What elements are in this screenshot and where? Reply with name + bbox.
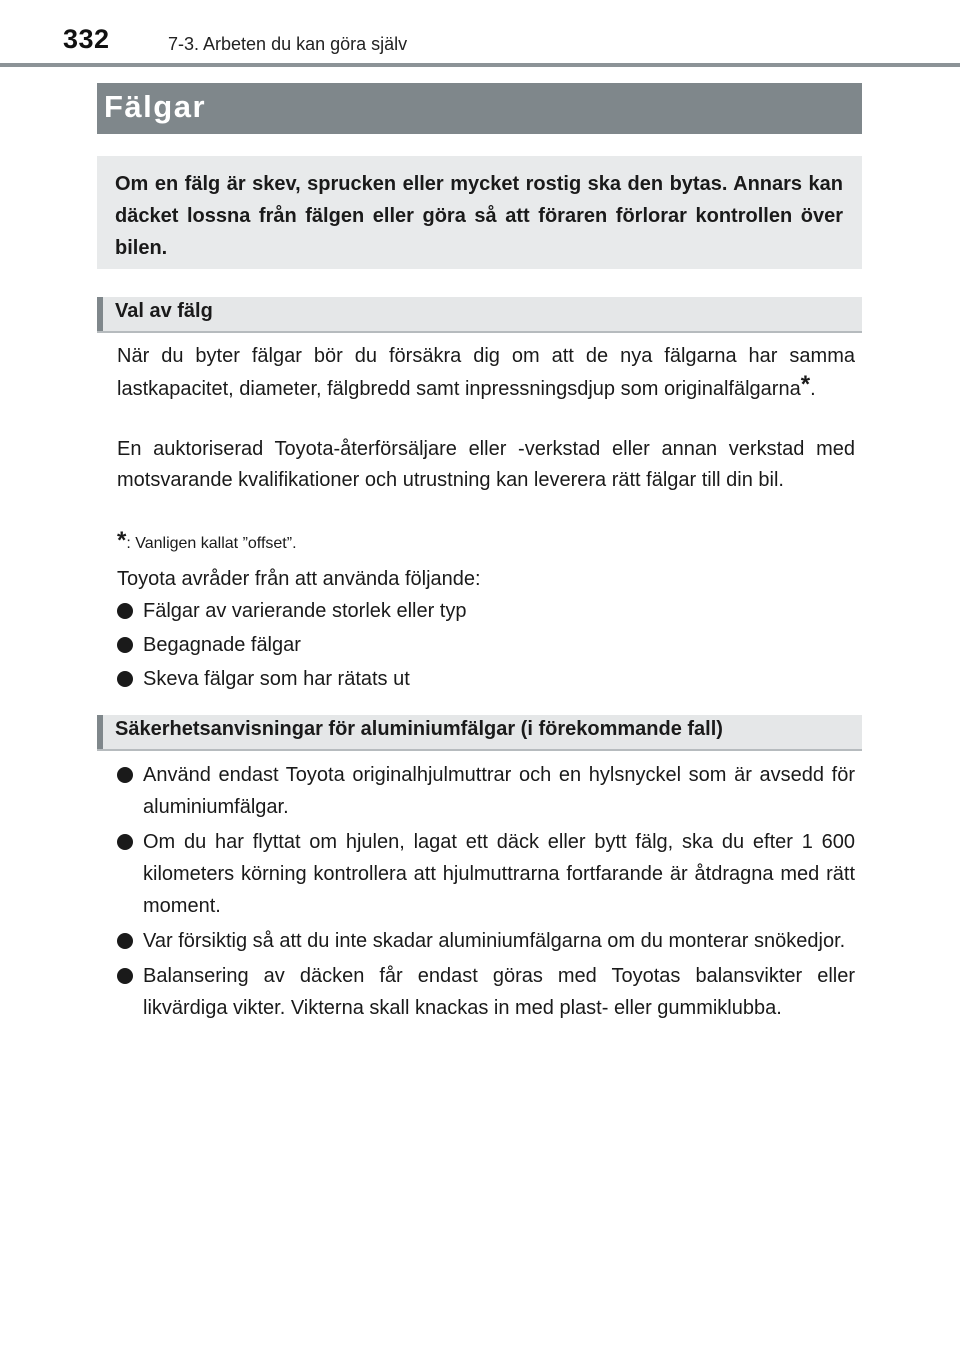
paragraph-text-end: .: [810, 378, 816, 400]
bullet-icon: [117, 767, 133, 783]
paragraph-dealer: En auktoriserad Toyota-återförsäljare eller -verkstad eller annan verkstad med motsvarande kvalifikationer och utrustning kan leverera rätt fälgar till din bil.: [117, 438, 855, 491]
list-item: [117, 826, 855, 922]
list-item: [117, 960, 855, 1024]
list-item: [117, 663, 855, 695]
list-item-text: Balansering av däcken får endast göras med Toyotas balansvikter eller likvärdiga vikter. Vikterna skall knackas in med plast- eller gummiklubba.: [143, 965, 855, 1019]
bullet-icon: [117, 968, 133, 984]
page-number: 332: [63, 24, 110, 54]
list-item: [117, 759, 855, 823]
list-item-text: Begagnade fälgar: [143, 634, 301, 656]
list-item-text: Skeva fälgar som har rätats ut: [143, 668, 410, 690]
bullet-icon: [117, 933, 133, 949]
list-item-text: Om du har flyttat om hjulen, lagat ett däck eller bytt fälg, ska du efter 1 600 kilometers körning kontrollera att hjulmuttrarna fortfarande är åtdragna med rätt moment.: [143, 831, 855, 917]
section-heading-text: Säkerhetsanvisningar för aluminiumfälgar (i förekommande fall): [115, 718, 723, 740]
paragraph-lead: Toyota avråder från att använda följande:: [117, 568, 481, 590]
page-title-banner: [97, 83, 862, 134]
paragraph-wheel-selection: [117, 341, 855, 405]
footnote: [117, 527, 855, 555]
chapter-title: 7-3. Arbeten du kan göra själv: [168, 34, 408, 54]
footnote-marker: *: [117, 527, 127, 554]
section-heading-bar: [97, 297, 103, 331]
section-heading-safety: [97, 715, 862, 751]
page-title: Fälgar: [104, 89, 207, 124]
list-item-text: Fälgar av varierande storlek eller typ: [143, 600, 467, 622]
paragraph-text: När du byter fälgar bör du försäkra dig om att de nya fälgarna har samma lastkapacitet, diameter, fälgbredd samt inpressningsdjup som originalfälgarna: [117, 345, 855, 400]
bullet-icon: [117, 834, 133, 850]
list-item-text: Använd endast Toyota originalhjulmuttrar och en hylsnyckel som är avsedd för aluminiumfälgar.: [143, 764, 855, 818]
footnote-text: : Vanligen kallat ”offset”.: [126, 535, 297, 552]
section-heading-bar: [97, 715, 103, 749]
list-item: [117, 629, 855, 661]
header-rule: [0, 63, 960, 67]
bullet-icon: [117, 637, 133, 653]
bullet-icon: [117, 603, 133, 619]
bullet-list-avoid: [117, 595, 855, 695]
intro-text: Om en fälg är skev, sprucken eller mycket rostig ska den bytas. Annars kan däcket lossna från fälgen eller göra så att föraren förlorar kontrollen över bilen.: [115, 173, 843, 259]
list-item: [117, 925, 855, 957]
list-item-text: Var försiktig så att du inte skadar aluminiumfälgarna om du monterar snökedjor.: [143, 930, 846, 952]
page-header: [0, 0, 960, 68]
bullet-icon: [117, 671, 133, 687]
footnote-marker: *: [800, 371, 811, 398]
section-heading-text: Val av fälg: [115, 300, 213, 322]
bullet-list-safety: [117, 759, 855, 1024]
intro-box: [97, 156, 862, 269]
list-item: [117, 595, 855, 627]
section-heading-val-av-falg: [97, 297, 862, 333]
